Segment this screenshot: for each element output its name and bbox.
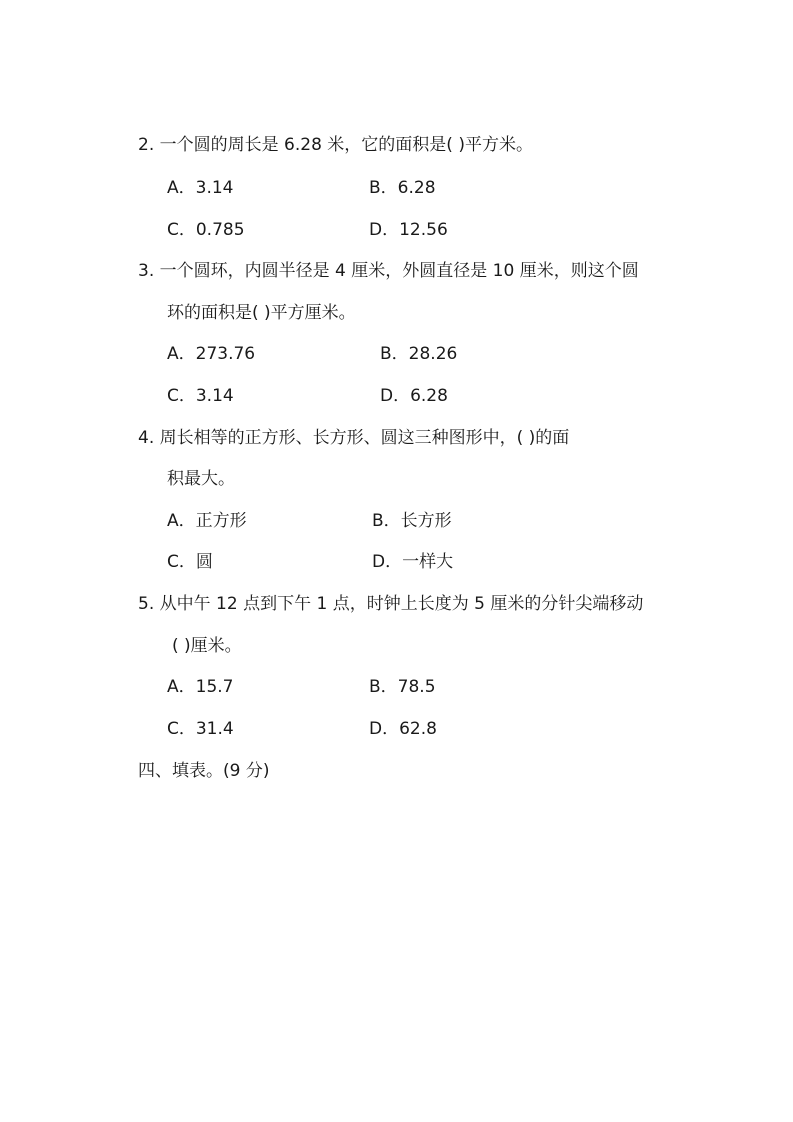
question-text: 一个圆环，内圆半径是 4 厘米，外圆直径是 10 厘米，则这个圆 (159, 261, 639, 281)
question-text: 一个圆的周长是 6.28 米，它的面积是( )平方米。 (159, 135, 533, 155)
question-number: 5. (138, 594, 155, 614)
question-3-stem (138, 260, 639, 282)
question-4-option-d: D．一样大 (372, 552, 454, 572)
question-2-option-a: A．3.14 (167, 178, 234, 198)
question-5-stem (138, 593, 643, 615)
question-3-option-c: C．3.14 (167, 386, 234, 406)
question-5-option-b: B．78.5 (369, 677, 436, 697)
question-text: 从中午 12 点到下午 1 点，时钟上长度为 5 厘米的分针尖端移动 (159, 594, 644, 614)
question-4-option-b: B．长方形 (372, 511, 452, 531)
question-5-option-d: D．62.8 (369, 719, 437, 739)
question-2-option-b: B．6.28 (369, 178, 436, 198)
question-number: 3. (138, 261, 155, 281)
question-3-option-a: A．273.76 (167, 344, 256, 364)
section-heading: 四、填表。(9 分) (138, 761, 270, 781)
question-5-option-c: C．31.4 (167, 719, 234, 739)
question-5-stem-continued: ( )厘米。 (172, 636, 242, 656)
question-4-option-a: A．正方形 (167, 511, 247, 531)
question-2-stem (138, 134, 533, 156)
question-number: 2. (138, 135, 155, 155)
question-number: 4. (138, 428, 155, 448)
question-2-option-d: D．12.56 (369, 220, 448, 240)
question-5-option-a: A．15.7 (167, 677, 234, 697)
question-3-stem-continued: 环的面积是( )平方厘米。 (167, 303, 356, 323)
question-2-option-c: C．0.785 (167, 220, 245, 240)
question-4-stem-continued: 积最大。 (167, 469, 235, 489)
question-3-option-d: D．6.28 (380, 386, 448, 406)
question-3-option-b: B．28.26 (380, 344, 458, 364)
question-4-stem (138, 427, 569, 449)
question-4-option-c: C．圆 (167, 552, 213, 572)
question-text: 周长相等的正方形、长方形、圆这三种图形中，( )的面 (159, 428, 570, 448)
